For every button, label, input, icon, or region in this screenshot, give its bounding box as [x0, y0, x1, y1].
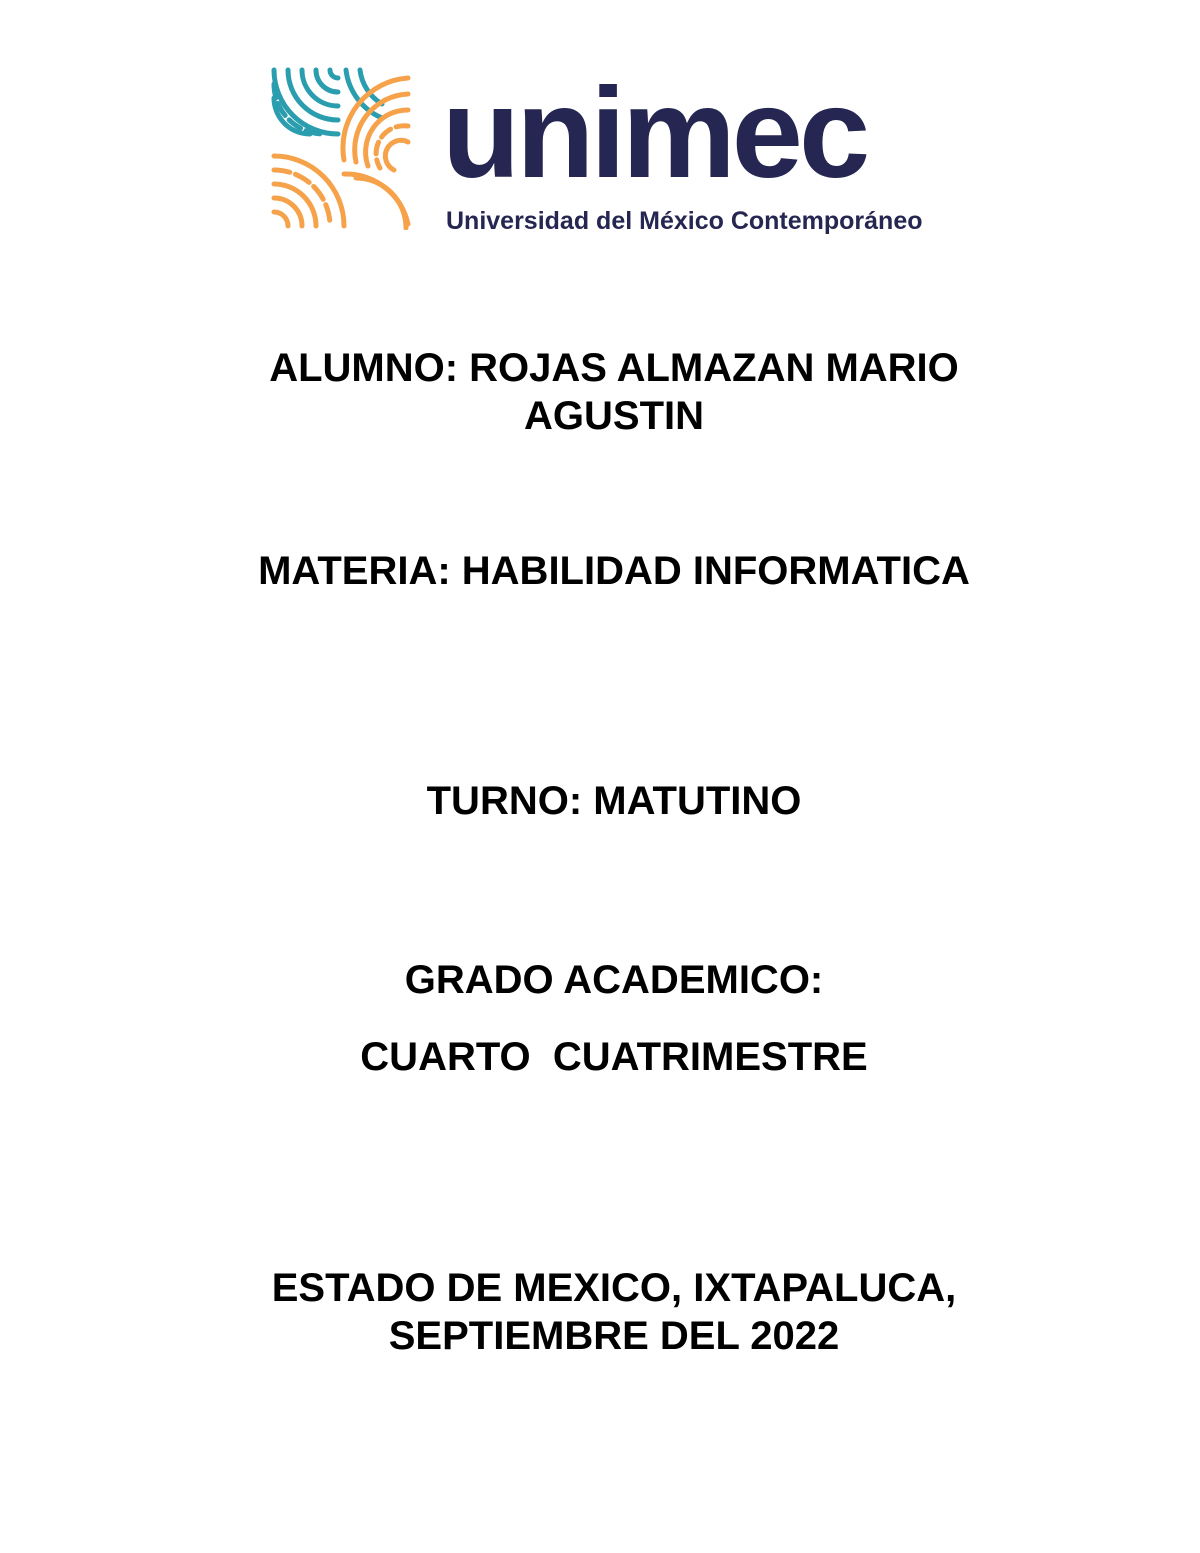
alumno-line-1 — [0, 345, 1200, 391]
lugar-text-2: SEPTIEMBRE DEL 2022 — [388, 1314, 840, 1358]
lugar-text-1: ESTADO DE MEXICO, IXTAPALUCA, — [271, 1266, 957, 1310]
lugar-line-1 — [0, 1265, 1200, 1311]
alumno-text-1: ALUMNO: ROJAS ALMAZAN MARIO — [269, 346, 959, 390]
logo-subtitle: Universidad del México Contemporáneo — [446, 207, 923, 235]
logo-wordmark: unimec — [442, 62, 867, 205]
alumno-line-2 — [0, 393, 1200, 439]
grado-value-line — [0, 1034, 1200, 1080]
grado-label-text: GRADO ACADEMICO: — [404, 958, 824, 1002]
lugar-line-2 — [0, 1313, 1200, 1359]
grado-label-line — [0, 957, 1200, 1003]
materia-text: MATERIA: HABILIDAD INFORMATICA — [258, 549, 970, 593]
turno-line — [0, 778, 1200, 824]
grado-value-text: CUARTO CUATRIMESTRE — [360, 1035, 868, 1079]
fingerprint-logo-icon — [270, 64, 412, 230]
alumno-text-2: AGUSTIN — [524, 394, 704, 438]
university-logo — [270, 58, 960, 238]
materia-line — [0, 548, 1200, 594]
turno-text: TURNO: MATUTINO — [426, 779, 802, 823]
